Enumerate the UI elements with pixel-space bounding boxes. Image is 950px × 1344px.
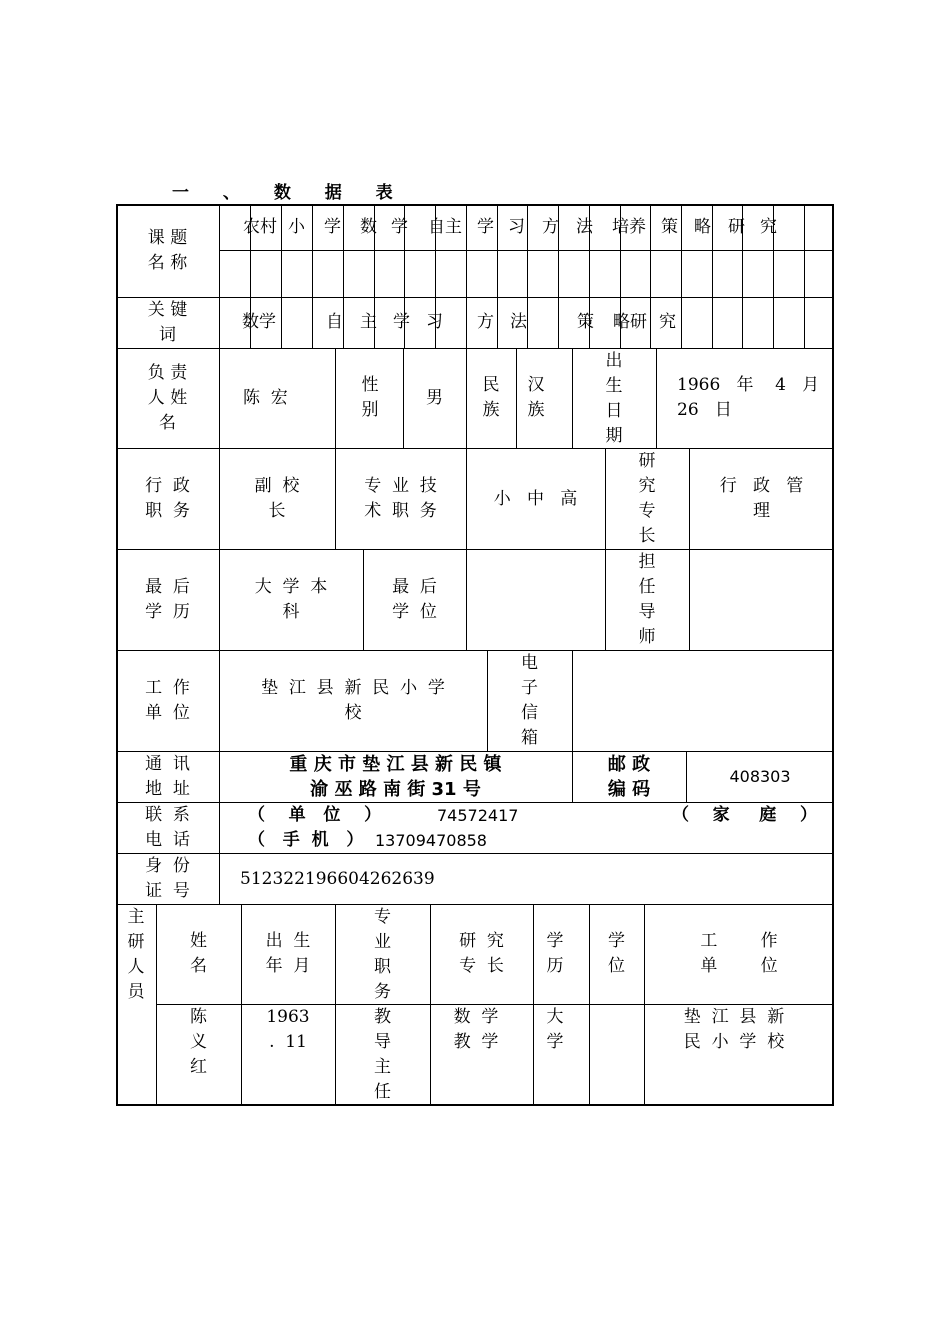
id-number-label: 身 份 证 号 — [145, 856, 190, 901]
research-specialty-label: 研 究 专 长 — [638, 451, 656, 546]
member-name: 陈 义 红 — [190, 1007, 207, 1077]
topic-char: 策 — [661, 217, 678, 237]
keyword-char: 究 — [659, 312, 676, 332]
section-heading: 一 、 数 据 表 — [172, 183, 407, 203]
grid-line — [804, 204, 805, 348]
topic-char: 方 — [542, 217, 559, 237]
col-divider — [656, 348, 657, 448]
gender-value: 男 — [426, 388, 443, 408]
home-phone-label: （ 家 庭 ） — [672, 805, 817, 825]
research-specialty-value: 行 政 管 理 — [719, 476, 804, 521]
row-divider — [116, 448, 834, 449]
keyword-char: 习 — [426, 312, 443, 332]
email-label: 电 子 信 箱 — [521, 653, 538, 748]
member-header-degree: 学 位 — [608, 931, 625, 976]
row-divider — [116, 904, 834, 905]
phone-label: 联 系 电 话 — [145, 805, 190, 850]
ethnicity-value: 汉 族 — [527, 375, 545, 420]
address-value: 重 庆 市 垫 江 县 新 民 镇 渝 巫 路 南 街 31 号 — [289, 754, 502, 800]
mobile-phone-label: （ 手 机 ） — [248, 830, 364, 850]
leader-name: 陈 宏 — [243, 388, 288, 408]
keyword-char: 法 — [510, 312, 527, 332]
topic-char: 数 — [360, 217, 377, 237]
education-label: 最 后 学 历 — [145, 577, 190, 622]
work-phone-label: （ 单 位 ） — [248, 805, 382, 825]
member-header-work-unit: 工 作 单 位 — [700, 931, 778, 976]
member-header-education: 学 历 — [546, 931, 564, 976]
education-value: 大 学 本 科 — [254, 577, 328, 622]
topic-label: 课 题 名 称 — [147, 228, 188, 273]
member-work-unit: 垫 江 县 新 民 小 学 校 — [683, 1007, 785, 1052]
row-divider — [116, 348, 834, 349]
row-divider — [116, 853, 834, 854]
postal-code-label: 邮 政 编 码 — [607, 754, 651, 800]
keyword-char: 自 — [326, 312, 343, 332]
mobile-phone-value: 13709470858 — [375, 831, 487, 850]
member-header-birth: 出 生 年 月 — [265, 931, 311, 976]
topic-char: 自主 — [428, 217, 462, 237]
topic-char: 农村 — [243, 217, 277, 237]
keyword-char: 学 — [393, 312, 410, 332]
topic-char: 习 — [508, 217, 525, 237]
topic-char: 法 — [576, 217, 593, 237]
member-header-specialty: 研 究 专 长 — [459, 931, 504, 976]
topic-char: 学 — [391, 217, 408, 237]
member-birth: 1963 . 11 — [266, 1007, 310, 1052]
row-divider — [116, 650, 834, 651]
professional-title-label: 专 业 技 术 职 务 — [364, 476, 437, 521]
admin-position-value: 副 校 长 — [254, 476, 300, 521]
topic-char: 学 — [324, 217, 341, 237]
topic-char: 小 — [288, 217, 305, 237]
degree-label: 最 后 学 位 — [392, 577, 437, 622]
col-divider — [689, 549, 690, 650]
topic-char: 学 — [477, 217, 494, 237]
member-header-name: 姓 名 — [190, 931, 207, 976]
birth-date-value: 1966 年 4 月 26 日 — [677, 375, 820, 420]
work-unit-value: 垫 江 县 新 民 小 学 校 — [261, 678, 445, 723]
keyword-char: 数学 — [242, 312, 276, 332]
topic-char: 究 — [760, 217, 777, 237]
row-divider — [116, 297, 834, 298]
id-number-value: 512322196604262639 — [240, 869, 435, 889]
topic-char: 研 — [728, 217, 745, 237]
col-divider — [572, 650, 573, 751]
advisor-label: 担 任 导 师 — [638, 552, 656, 647]
postal-code-value: 408303 — [729, 767, 791, 786]
keyword-char: 方 — [477, 312, 494, 332]
row-divider — [116, 549, 834, 550]
col-divider — [335, 348, 336, 448]
member-title: 教 导 主 任 — [374, 1007, 391, 1102]
col-divider — [466, 549, 467, 650]
topic-char: 略 — [694, 217, 711, 237]
member-specialty: 数 学 教 学 — [453, 1007, 499, 1052]
address-label: 通 讯 地 址 — [145, 754, 190, 799]
keyword-char: 略研 — [613, 312, 647, 332]
ethnicity-label: 民 族 — [482, 375, 500, 420]
keyword-char: 主 — [360, 312, 377, 332]
work-unit-label: 工 作 单 位 — [145, 678, 190, 723]
members-label: 主 研 人 员 — [127, 907, 145, 1002]
birth-date-label: 出 生 日 期 — [605, 351, 623, 446]
leader-name-label: 负 责 人 姓 名 — [147, 363, 188, 433]
topic-char: 培养 — [612, 217, 646, 237]
keyword-char: 策 — [577, 312, 594, 332]
work-phone-value: 74572417 — [437, 806, 519, 825]
gender-label: 性 别 — [361, 375, 379, 420]
professional-title-value: 小 中 高 — [493, 489, 578, 509]
member-header-title: 专 业 职 务 — [374, 907, 391, 1002]
member-education: 大 学 — [546, 1007, 564, 1052]
keywords-label: 关 键 词 — [147, 300, 188, 345]
admin-position-label: 行 政 职 务 — [145, 476, 190, 521]
